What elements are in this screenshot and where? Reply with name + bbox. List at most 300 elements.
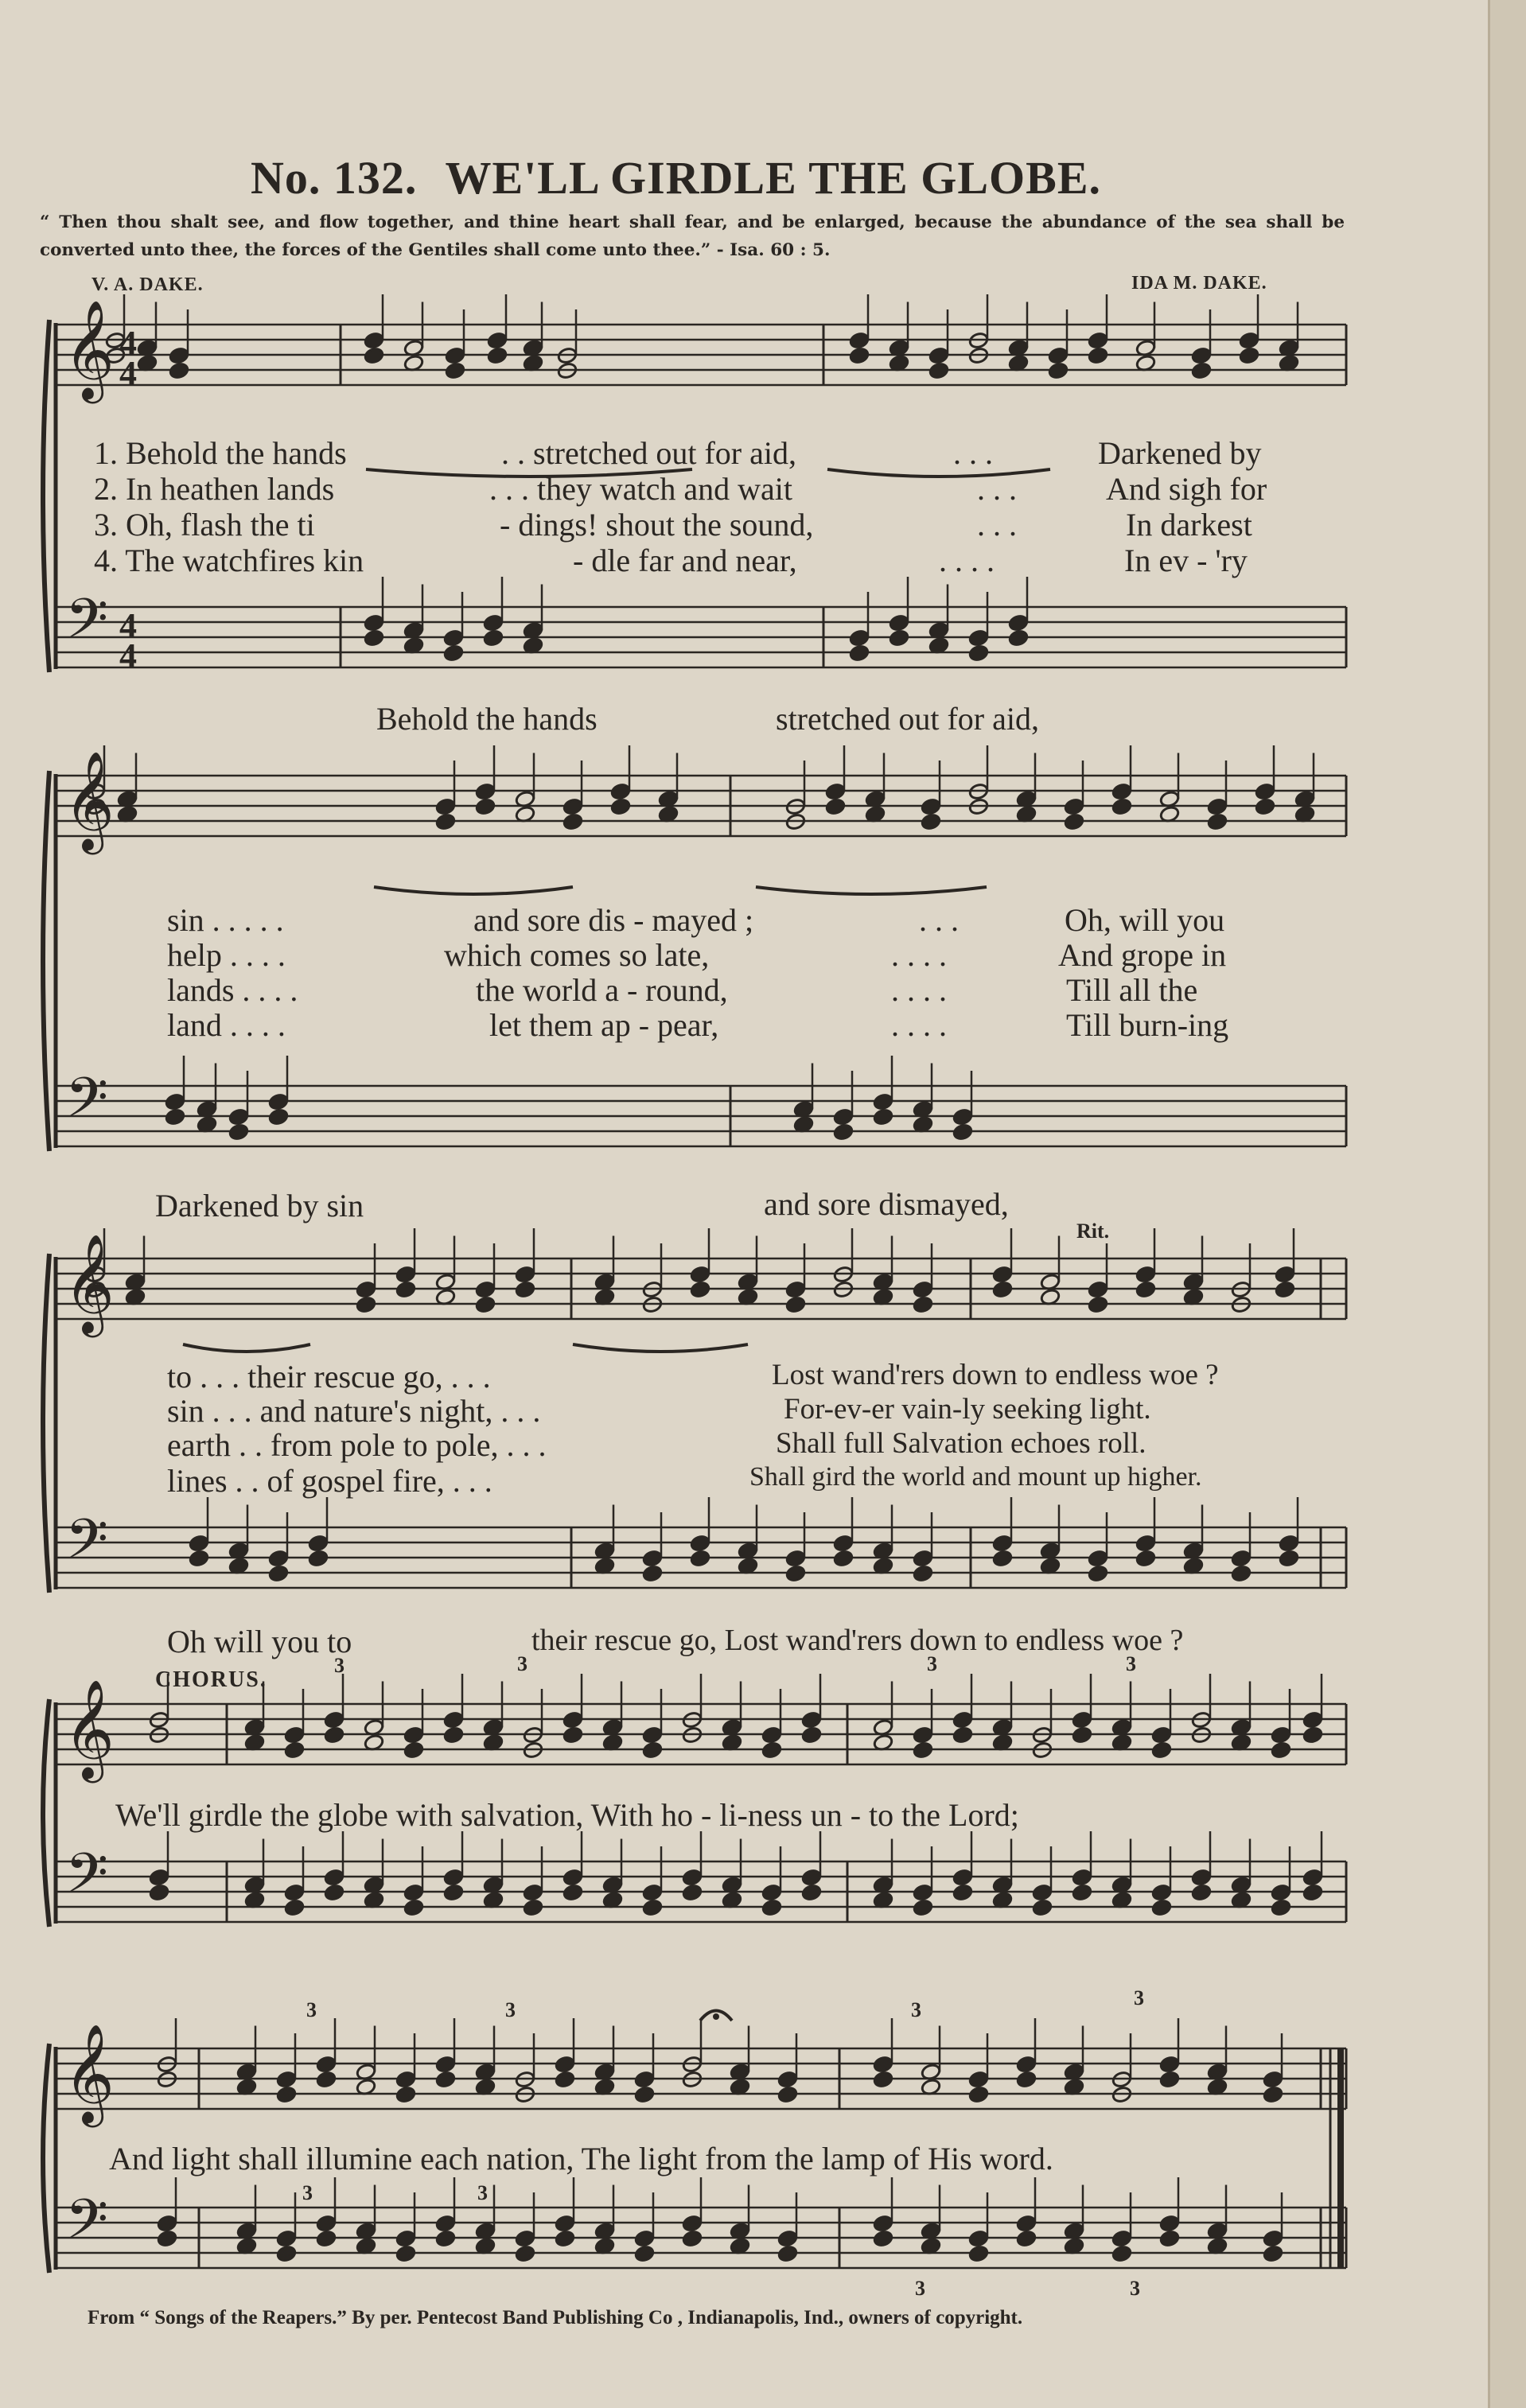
system-4-bass-note [801, 1869, 822, 1887]
system-1-treble-note [364, 347, 384, 365]
bass-clef-icon: 𝄢 [65, 1507, 109, 1585]
system-5-bass-note [555, 2215, 575, 2233]
treble-clef-icon: 𝄞 [64, 300, 115, 399]
system-1-bass-note [889, 629, 909, 648]
system-4-bass-note [1302, 1869, 1323, 1887]
system-5-treble-note [555, 2056, 575, 2074]
system-2-bass-note [228, 1108, 249, 1126]
system-3-treble-note [1135, 1281, 1156, 1299]
system-1-bass-note [483, 614, 504, 632]
system-1-bass-note [443, 644, 464, 663]
slur-curve [573, 1344, 748, 1352]
system-5-treble-note [316, 2071, 337, 2089]
system-3-bass-note [1135, 1550, 1156, 1568]
system-3-bass-note [1279, 1550, 1299, 1568]
system-2-bass-note [873, 1108, 893, 1126]
slur-curve [756, 887, 987, 894]
chorus-label: CHORUS. [155, 1667, 267, 1692]
system-4-treble-note [563, 1726, 583, 1745]
system-5-bass-note [435, 2215, 456, 2233]
verse-3-phrase-1: 3. Oh, flash the ti [94, 507, 315, 543]
system-5-bass-note [968, 2230, 989, 2248]
system-3-bass-note [913, 1565, 933, 1583]
system-2-treble-note [1111, 798, 1132, 816]
system-4-bass-note [1191, 1884, 1212, 1902]
system-4-bass-note [1072, 1869, 1092, 1887]
system-3-treble-note [1275, 1281, 1295, 1299]
lyricist-credit: IDA M. DAKE. [1131, 273, 1267, 294]
system-1-treble-note [169, 347, 189, 365]
verse-2-phrase-3: And sigh for [1106, 471, 1267, 507]
system-3-treble-note [992, 1266, 1013, 1284]
slur-curve [183, 1344, 310, 1352]
system-5-bass-note [968, 2245, 989, 2263]
system-5-treble-note [555, 2071, 575, 2089]
triplet-mark: 3 [505, 1998, 516, 2021]
system-3-bass-note [268, 1550, 289, 1568]
system-4-treble-note [324, 1711, 345, 1729]
system-1-bass-note [968, 629, 989, 648]
system-5-brace [43, 2044, 49, 2273]
verse-1-line-3-b: Lost wand'rers down to endless woe ? [772, 1359, 1219, 1391]
system-4-treble-note [1302, 1726, 1323, 1745]
system-4-bass-note [284, 1899, 305, 1917]
system-1-treble-note [928, 347, 949, 365]
verse-3-dots: . . . [977, 507, 1017, 543]
triplet-mark: 3 [306, 1998, 317, 2021]
system-5-bass-note [157, 2230, 177, 2248]
system-2-treble-note [1064, 798, 1084, 816]
verse-3-phrase-3: In darkest [1126, 507, 1252, 543]
system-5-bass-note [1111, 2245, 1132, 2263]
system-4-treble-note [952, 1726, 973, 1745]
system-5-treble-note [777, 2086, 798, 2104]
verse-4-line-2-c: Till burn-ing [1066, 1007, 1229, 1043]
system-3-bass-note [1231, 1550, 1252, 1568]
system-1-treble-note [445, 347, 465, 365]
system-2-bass-note [228, 1123, 249, 1142]
bass-text-3b: their rescue go, Lost wand'rers down to endless woe ? [531, 1624, 1184, 1657]
system-1-bass-note [1008, 629, 1029, 648]
time-signature-bass: 4 [119, 636, 137, 675]
system-5-bass-note [276, 2230, 297, 2248]
system-5-bass-note [1111, 2230, 1132, 2248]
system-1-bass-note [443, 629, 464, 648]
system-5-treble-note [435, 2071, 456, 2089]
verse-4-line-3-b: Shall gird the world and mount up higher. [749, 1462, 1202, 1492]
verse-4-line-2-b: let them ap - pear, [489, 1007, 719, 1043]
system-5-treble-note [634, 2071, 655, 2089]
triplet-mark: 3 [334, 1654, 345, 1677]
system-4-treble-note [801, 1726, 822, 1745]
system-5-bass-note [1263, 2245, 1283, 2263]
verse-4-phrase-1: 4. The watchfires kin [94, 543, 364, 578]
verse-3-line-2-c: Till all the [1066, 972, 1198, 1008]
system-4-treble-note [1151, 1726, 1172, 1745]
system-4-bass-note [563, 1869, 583, 1887]
system-4-treble-note [324, 1726, 345, 1745]
ritardando-marking: Rit. [1076, 1220, 1110, 1243]
system-5-bass-note [634, 2230, 655, 2248]
system-5-bass-note [1159, 2215, 1180, 2233]
system-4-bass-note [523, 1884, 543, 1902]
system-3-treble-note [913, 1281, 933, 1299]
system-4-bass-note [149, 1869, 169, 1887]
system-5-bass-note [1263, 2230, 1283, 2248]
system-2-treble-note [825, 798, 846, 816]
system-3-bass-note [189, 1550, 209, 1568]
system-3-bass-note [690, 1550, 710, 1568]
system-3-bass-note [642, 1550, 663, 1568]
system-4-bass-note [403, 1899, 424, 1917]
system-4-treble-note [761, 1741, 782, 1760]
system-5-bass-note [316, 2215, 337, 2233]
verse-3-line-2-b: the world a - round, [476, 972, 728, 1008]
system-3-bass-note [785, 1565, 806, 1583]
system-3-treble-note [1088, 1281, 1108, 1299]
system-2-treble-note [475, 798, 496, 816]
hymn-number: No. 132. [251, 152, 418, 204]
system-3-bass-note [268, 1565, 289, 1583]
system-5-bass-note [1016, 2230, 1037, 2248]
system-5-bass-note [435, 2230, 456, 2248]
verse-4-dots: . . . . [939, 543, 995, 578]
bass-clef-icon: 𝄢 [65, 586, 109, 664]
system-1-bass-note [1008, 614, 1029, 632]
hymn-title-text: WE'LL GIRDLE THE GLOBE. [445, 152, 1102, 204]
system-5-bass-note [515, 2230, 535, 2248]
system-4-treble-note [1271, 1741, 1291, 1760]
system-4-bass-note [761, 1884, 782, 1902]
system-2-treble-note [435, 813, 456, 831]
system-1-bass-note [968, 644, 989, 663]
system-4-bass-note [1032, 1899, 1053, 1917]
system-2-treble-note [1255, 798, 1275, 816]
system-1-bass-note [849, 629, 870, 648]
system-3-bass-note [992, 1535, 1013, 1553]
bass-text-3a: Oh will you to [167, 1624, 352, 1659]
treble-clef-icon: 𝄞 [64, 751, 115, 850]
system-4-treble-note [443, 1726, 464, 1745]
system-4-treble-note [284, 1726, 305, 1745]
system-3-treble-note [913, 1296, 933, 1314]
system-3-treble-note [785, 1281, 806, 1299]
triplet-mark: 3 [477, 2181, 488, 2204]
system-4-treble-note [284, 1741, 305, 1760]
system-5-bass-note [395, 2245, 416, 2263]
system-4-bass-note [563, 1884, 583, 1902]
system-5-treble-note [395, 2086, 416, 2104]
system-5-treble-note [873, 2056, 893, 2074]
verse-1-line-3-a: to . . . their rescue go, . . . [167, 1359, 491, 1395]
system-2-treble-note [921, 798, 941, 816]
system-4-bass-note [642, 1884, 663, 1902]
verse-2-line-3-b: For-ev-er vain-ly seeking light. [784, 1393, 1151, 1426]
system-2-bass-note [268, 1093, 289, 1111]
verse-4-line-3-a: lines . . of gospel fire, . . . [167, 1463, 492, 1499]
system-3-bass-note [1135, 1535, 1156, 1553]
verse-2-phrase-1: 2. In heathen lands [94, 471, 335, 507]
system-2-treble-note [610, 798, 631, 816]
verse-2-line-2-c: And grope in [1058, 937, 1227, 973]
system-5-bass-note [777, 2245, 798, 2263]
system-4-bass-note [443, 1869, 464, 1887]
bass-clef-icon: 𝄢 [65, 1065, 109, 1143]
verse-2-line-3-a: sin . . . and nature's night, . . . [167, 1393, 541, 1429]
page-edge [1488, 0, 1526, 2408]
system-4-bass-note [682, 1884, 703, 1902]
verse-3-line-3-a: earth . . from pole to pole, . . . [167, 1427, 547, 1463]
system-4-bass-note [1191, 1869, 1212, 1887]
system-5-treble-note [395, 2071, 416, 2089]
system-5-treble-note [1159, 2056, 1180, 2074]
system-2-bass-note [833, 1108, 854, 1126]
system-1-bass-note [483, 629, 504, 648]
system-2-bass-note [952, 1123, 973, 1142]
system-1-treble-note [849, 347, 870, 365]
system-5-treble-note [1016, 2056, 1037, 2074]
system-4-bass-note [523, 1899, 543, 1917]
system-3-bass-note [913, 1550, 933, 1568]
system-2-treble-note [1064, 813, 1084, 831]
system-2-treble-note [563, 813, 583, 831]
system-4-treble-note [761, 1726, 782, 1745]
system-2-treble-note [825, 783, 846, 801]
bass-text-1a: Behold the hands [376, 701, 598, 737]
system-4-bass-note [642, 1899, 663, 1917]
system-4-treble-note [642, 1741, 663, 1760]
system-3-treble-note [515, 1281, 535, 1299]
verse-4-phrase-3: In ev - 'ry [1124, 543, 1248, 578]
system-5-treble-note [276, 2071, 297, 2089]
system-4-treble-note [1151, 1741, 1172, 1760]
system-1-treble-note [849, 332, 870, 350]
system-4-bass-note [1151, 1884, 1172, 1902]
system-2-treble-note [563, 798, 583, 816]
triplet-mark: 3 [1130, 2277, 1140, 2300]
verse-3-line-2-dots: . . . . [891, 972, 947, 1008]
system-5-bass-note [1016, 2215, 1037, 2233]
system-1-treble-note [1048, 362, 1069, 380]
chorus-line-2: And light shall illumine each nation, The light from the lamp of His word. [109, 2141, 1053, 2177]
system-5-treble-note [634, 2086, 655, 2104]
system-4-treble-note [1302, 1711, 1323, 1729]
verse-4-line-2-a: land . . . . [167, 1007, 286, 1043]
verse-3-phrase-2: - dings! shout the sound, [500, 507, 814, 543]
system-3-treble-note [356, 1296, 376, 1314]
treble-clef-icon: 𝄞 [64, 1679, 115, 1779]
bass-text-2a: Darkened by sin [155, 1188, 364, 1223]
system-5-treble-note [316, 2056, 337, 2074]
bass-text-1b: stretched out for aid, [776, 701, 1039, 737]
system-5-treble-note [1016, 2071, 1037, 2089]
system-5-bass-note [777, 2230, 798, 2248]
system-4-treble-note [1072, 1726, 1092, 1745]
system-5-bass-note [395, 2230, 416, 2248]
scripture-epigraph: “ Then thou shalt see, and flow together, and thine heart shall fear, and be enlarged, because the abundance of the sea shall be converted unto thee, the forces of the Gentiles shall come unto thee.” - Isa. 60 : 5. [40, 212, 1345, 260]
triplet-mark: 3 [1126, 1652, 1136, 1675]
triplet-mark: 3 [517, 1652, 527, 1675]
time-signature-treble: 4 [119, 324, 137, 363]
system-1-bass-note [364, 629, 384, 648]
system-3-treble-note [1088, 1296, 1108, 1314]
verse-1-line-2-b: and sore dis - mayed ; [473, 902, 754, 938]
system-2-bass-note [952, 1108, 973, 1126]
system-1-bass-note [889, 614, 909, 632]
system-1-bass-note [849, 644, 870, 663]
slur-curve [827, 469, 1050, 477]
system-5-bass-note [873, 2215, 893, 2233]
system-1-treble-note [928, 362, 949, 380]
system-4-bass-note [324, 1884, 345, 1902]
system-1-treble-note [487, 347, 508, 365]
system-4-treble-note [403, 1726, 424, 1745]
system-2-bass-note [165, 1108, 185, 1126]
system-4-bass-note [1302, 1884, 1323, 1902]
system-4-brace [43, 1699, 49, 1927]
system-5-treble-note [1263, 2071, 1283, 2089]
system-4-treble-note [403, 1741, 424, 1760]
system-3-treble-note [992, 1281, 1013, 1299]
system-1-treble-note [487, 332, 508, 350]
chorus-line-1: We'll girdle the globe with salvation, With ho - li-ness un - to the Lord; [115, 1797, 1019, 1833]
system-2-treble-note [1255, 783, 1275, 801]
system-5-bass-note [276, 2245, 297, 2263]
verse-2-dots: . . . [977, 471, 1017, 507]
triplet-mark: 3 [911, 1998, 921, 2021]
system-1-treble-note [1191, 362, 1212, 380]
verse-1-phrase-1: 1. Behold the hands [94, 435, 347, 471]
system-3-bass-note [642, 1565, 663, 1583]
system-3-treble-note [395, 1281, 416, 1299]
system-4-bass-note [284, 1884, 305, 1902]
system-4-bass-note [1032, 1884, 1053, 1902]
system-5-treble-note [873, 2071, 893, 2089]
system-1-treble-note [364, 332, 384, 350]
system-5-bass-note [1159, 2230, 1180, 2248]
system-5-bass-note [634, 2245, 655, 2263]
system-1-treble-note [169, 362, 189, 380]
system-3-treble-note [1275, 1266, 1295, 1284]
system-3-bass-note [308, 1535, 329, 1553]
verse-4-line-2-dots: . . . . [891, 1007, 947, 1043]
system-3-bass-note [833, 1550, 854, 1568]
system-3-bass-note [308, 1550, 329, 1568]
system-3-bass-note [1088, 1550, 1108, 1568]
system-4-treble-note [642, 1726, 663, 1745]
verse-2-phrase-2: . . . they watch and wait [489, 471, 792, 507]
system-5-bass-note [157, 2215, 177, 2233]
system-4-treble-note [563, 1711, 583, 1729]
system-3-treble-note [475, 1296, 496, 1314]
system-4-bass-note [682, 1869, 703, 1887]
system-4-bass-note [952, 1869, 973, 1887]
system-3-treble-note [690, 1266, 710, 1284]
fermata-dot [713, 2013, 719, 2020]
system-4-treble-note [1271, 1726, 1291, 1745]
system-4-treble-note [1072, 1711, 1092, 1729]
system-2-bass-note [165, 1093, 185, 1111]
system-3-bass-note [1231, 1565, 1252, 1583]
system-5-treble-note [968, 2086, 989, 2104]
system-4-bass-note [324, 1869, 345, 1887]
system-5-treble-note [1263, 2086, 1283, 2104]
verse-1-line-2-dots: . . . [919, 902, 959, 938]
verse-1-dots: . . . [953, 435, 993, 471]
system-1-brace [43, 320, 49, 672]
system-4-bass-note [1072, 1884, 1092, 1902]
verse-2-line-2-b: which comes so late, [444, 937, 710, 973]
system-3-bass-note [1088, 1565, 1108, 1583]
system-2-brace [43, 771, 49, 1151]
triplet-mark: 3 [1134, 1986, 1144, 2009]
bass-text-2b: and sore dismayed, [764, 1186, 1009, 1222]
system-1-bass-note [364, 614, 384, 632]
system-3-bass-note [1279, 1535, 1299, 1553]
system-2-treble-note [475, 783, 496, 801]
system-5-bass-note [682, 2215, 703, 2233]
system-5-treble-note [777, 2071, 798, 2089]
system-3-bass-note [992, 1550, 1013, 1568]
system-2-treble-note [435, 798, 456, 816]
system-4-bass-note [1271, 1899, 1291, 1917]
system-1-treble-note [1088, 332, 1108, 350]
verse-1-phrase-3: Darkened by [1098, 435, 1262, 471]
bass-clef-icon: 𝄢 [65, 1841, 109, 1919]
system-4-treble-note [913, 1741, 933, 1760]
treble-clef-icon: 𝄞 [64, 1234, 115, 1333]
system-5-bass-note [555, 2230, 575, 2248]
verse-3-line-3-b: Shall full Salvation echoes roll. [776, 1427, 1146, 1460]
verse-1-phrase-2: . . stretched out for aid, [501, 435, 796, 471]
triplet-mark: 3 [927, 1652, 937, 1675]
system-5-bass-note [873, 2230, 893, 2248]
system-5-treble-note [968, 2071, 989, 2089]
system-5-treble-note [1159, 2071, 1180, 2089]
verse-2-line-2-dots: . . . . [891, 937, 947, 973]
system-3-treble-note [356, 1281, 376, 1299]
system-4-bass-note [403, 1884, 424, 1902]
system-4-bass-note [952, 1884, 973, 1902]
system-4-bass-note [443, 1884, 464, 1902]
system-3-bass-note [833, 1535, 854, 1553]
system-3-treble-note [475, 1281, 496, 1299]
system-2-treble-note [1111, 783, 1132, 801]
verse-1-line-2-a: sin . . . . . [167, 902, 284, 938]
system-2-treble-note [1207, 813, 1228, 831]
system-4-bass-note [913, 1899, 933, 1917]
system-4-bass-note [801, 1884, 822, 1902]
system-1-treble-note [1239, 347, 1259, 365]
system-4-bass-note [761, 1899, 782, 1917]
time-signature-bass: 4 [119, 606, 137, 645]
system-1-treble-note [1088, 347, 1108, 365]
triplet-mark: 3 [302, 2181, 313, 2204]
system-4-bass-note [1151, 1899, 1172, 1917]
system-3-bass-note [690, 1535, 710, 1553]
triplet-mark: 3 [915, 2277, 925, 2300]
system-4-treble-note [801, 1711, 822, 1729]
verse-4-phrase-2: - dle far and near, [573, 543, 797, 578]
system-2-treble-note [610, 783, 631, 801]
verse-1-line-2-c: Oh, will you [1065, 902, 1225, 938]
system-3-treble-note [1135, 1266, 1156, 1284]
system-4-treble-note [913, 1726, 933, 1745]
system-5-bass-note [515, 2245, 535, 2263]
system-3-treble-note [785, 1296, 806, 1314]
system-3-treble-note [395, 1266, 416, 1284]
system-2-treble-note [921, 813, 941, 831]
